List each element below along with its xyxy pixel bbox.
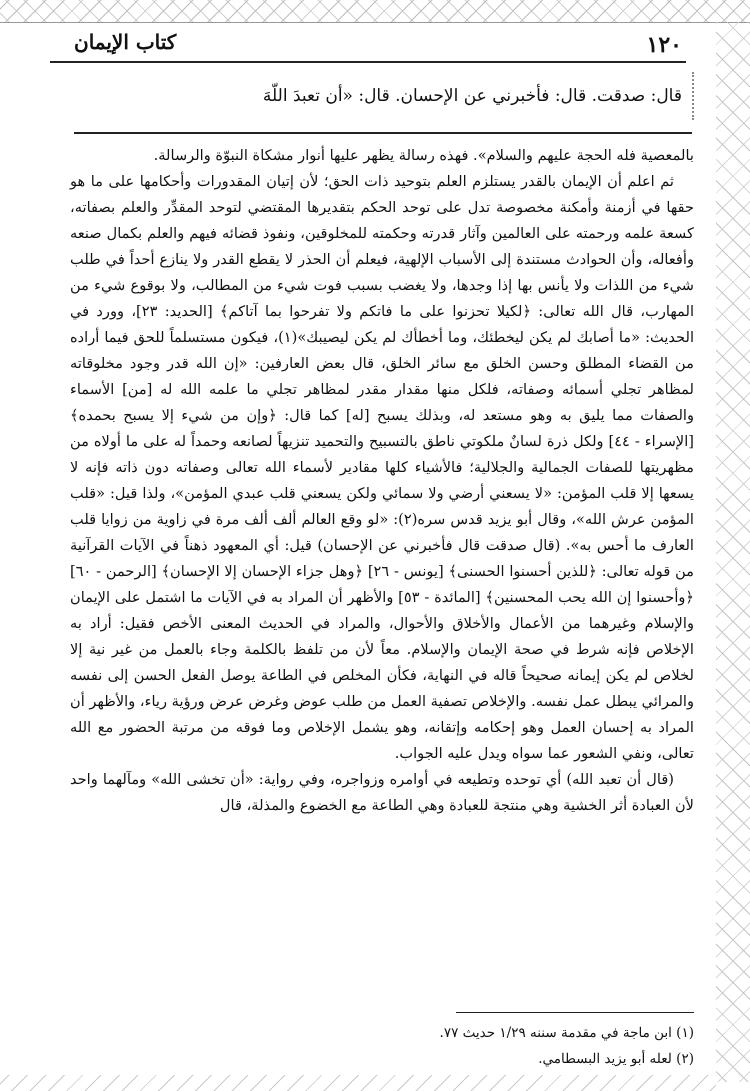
footnote: (٢) لعله أبو يزيد البسطامي. [538, 1051, 694, 1067]
section-rule [74, 132, 692, 134]
footnote-rule [456, 1012, 694, 1013]
footnote: (١) ابن ماجة في مقدمة سننه ١/٢٩ حديث ٧٧. [439, 1025, 694, 1041]
decorative-border-bottom [0, 1075, 716, 1091]
paragraph: ثم اعلم أن الإيمان بالقدر يستلزم العلم بتوحيد ذات الحق؛ لأن إتيان المقدورات وأحكامها على ما هو حقها في أزمنة وأمكنة مخصوصة تدل على توحد الحكم بتقديرها المقتضي لتوحد المقدِّر والعلم بصفاته، كسعة علمه ورحمته على العالمين وآثار قدرته وحكمته للمخلوقين، ونفوذ قضائه فيهم والعلم بكمال صنعه وأفعاله، وأن الحوادث مستندة إلى الأسباب الإلهية، فيعلم أن الحذر لا يقطع القدر ولا ينازع أحداً في طلب شيء من اللذات ولا يأنس بها إذا وجدها، ولا يغضب بسبب فوت شيء من المطالب، ولا بوقوع شيء من المهارب، قال الله تعالى: ﴿لكيلا تحزنوا على ما فاتكم ولا تفرحوا بما آتاكم﴾ [الحديد: ٢٣]، وورد في الحديث: «ما أصابك لم يكن ليخطئك، وما أخطأك لم يكن ليصيبك»(١)، فيكون مستسلماً للحق فيما أراده من القضاء المطلق وحسن الخلق مع سائر الخلق، قال بعض العارفين: «إن الله قدر وجود مخلوقاته لمظاهر تجلي أسمائه وصفاته، فلكل منها مقدار مقدر لمظاهر تجلي ما علمه الله له [من] الأسماء والصفات مما يليق به وهو مستعد له، وبذلك يسبح [له] كما قال: ﴿وإن من شيء إلا يسبح بحمده﴾ [الإسراء - ٤٤] ولكل ذرة لسانٌ ملكوتي ناطق بالتسبيح والتحميد تنزيهاً لصانعه وحمداً له على ما أولاه من مظهريتها للصفات الجمالية والجلالية؛ فالأشياء كلها مقادير لأسماء الله تعالى وصفاته دون ذاته فإنه لا يسعها إلا قلب المؤمن: «لا يسعني أرضي ولا سمائي ولكن يسعني قلب عبدي المؤمن»، ولذا قيل: «قلب المؤمن عرش الله»، وقال أبو يزيد قدس سره(٢): «لو وقع العالم ألف ألف مرة في زاوية من زوايا قلب العارف ما أحس به». (قال صدقت قال فأخبرني عن الإحسان) قيل: أي المعهود ذهناً في الآيات القرآنية من قوله تعالى: ﴿للذين أحسنوا الحسنى﴾ [يونس - ٢٦] ﴿وهل جزاء الإحسان إلا الإحسان﴾ [الرحمن - ٦٠] ﴿وأحسنوا إن الله يحب المحسنين﴾ [المائدة - ٥٣] والأظهر أن المراد به في الآيات ما اشتمل على الإيمان والإسلام وغيرهما من الأعمال والأخلاق والأحوال، والمراد في الحديث المعنى الأخص فقيل: أراد به الإخلاص فإنه شرط في صحة الإيمان والإسلام. معاً لأن من تلفظ بالكلمة وجاء بالعمل من غير نية إلا لخلاص لم يكن إيمانه صحيحاً قاله في النهاية، فكأن المخلص في الطاعة يوصل الفعل الحسن إلى نفسه والمرائي يبطل عمل نفسه. والإخلاص تصفية العمل من طلب عوض وغرض عرض ورؤية رياء، والأظهر أن المراد به إحسان العمل وهو إحكامه وإتقانه، وهو يشمل الإخلاص وما فوقه من مرتبة الحضور مع الله تعالى، ونفي الشعور عما سواه ويدل عليه الجواب. [70, 173, 695, 762]
hadith-quote: قال: صدقت. قال: فأخبرني عن الإحسان. قال: «أن تعبدَ اللّهَ [262, 86, 682, 106]
hadith-quote-box [60, 72, 694, 120]
page-header [50, 30, 690, 60]
header-rule [50, 61, 686, 63]
page-number: ١٢٠ [646, 32, 682, 58]
paragraph: بالمعصية فله الحجة عليهم والسلام». فهذه رسالة يظهر عليها أنوار مشكاة النبوّة والرسالة. [153, 147, 694, 164]
book-title: كتاب الإيمان [74, 30, 177, 54]
paragraph: (قال أن تعبد الله) أي توحده وتطيعه في أوامره وزواجره، وفي رواية: «أن تخشى الله» ومآلهما واحد لأن العبادة أثر الخشية وهي منتجة للعبادة وهي الطاعة مع الخضوع والمذلة، قال [70, 771, 694, 814]
decorative-border-right [716, 22, 750, 1082]
decorative-border-top [0, 0, 750, 23]
commentary-text [70, 143, 694, 819]
footnotes [174, 1020, 694, 1072]
